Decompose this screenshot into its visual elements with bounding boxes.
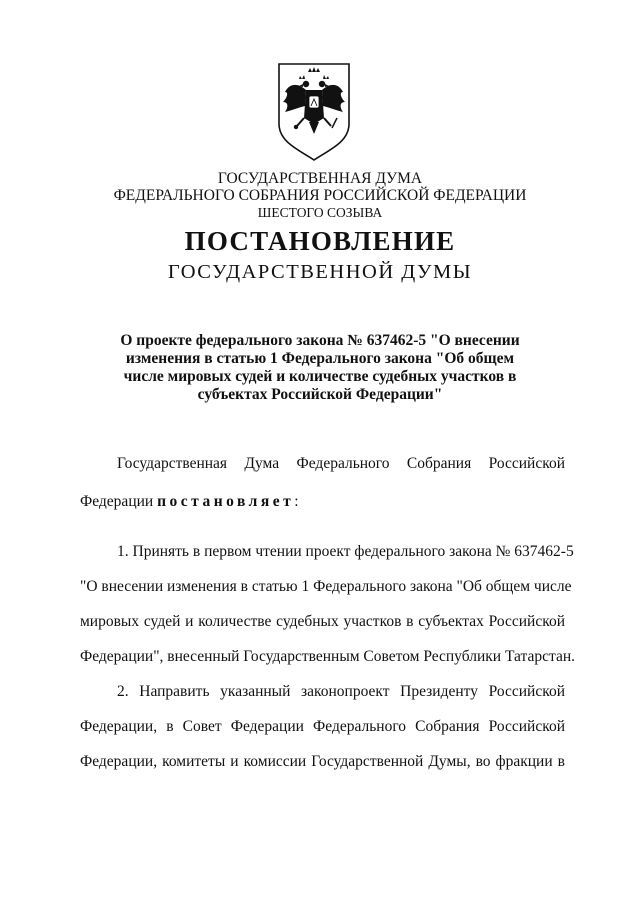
- header-line-3: ШЕСТОГО СОЗЫВА: [257, 205, 383, 220]
- preamble-colon: :: [294, 493, 299, 510]
- item1-line-4: Федерации", внесенный Государственным Советом Республики Татарстан.: [80, 648, 576, 665]
- item2-line-1: 2. Направить указанный законопроект Президенту Российской: [117, 683, 565, 700]
- preamble-resolves: постановляет: [157, 493, 295, 510]
- item1-line-2: "О внесении изменения в статью 1 Федерального закона "Об общем числе: [80, 578, 572, 595]
- subject-line-4: субъектах Российской Федерации": [197, 386, 443, 403]
- preamble-federation: Федерации: [80, 493, 158, 510]
- item1-line-3: мировых судей и количестве судебных участков в субъектах Российской: [80, 613, 565, 630]
- preamble-line-2: [80, 493, 565, 511]
- coat-of-arms-icon: [277, 62, 351, 162]
- subject-line-1: О проекте федерального закона № 637462-5 "О внесении: [120, 332, 520, 349]
- header-line-1: ГОСУДАРСТВЕННАЯ ДУМА: [217, 170, 423, 187]
- subject-line-2: изменения в статью 1 Федерального закона "Об общем: [125, 350, 515, 367]
- header-line-2: ФЕДЕРАЛЬНОГО СОБРАНИЯ РОССИЙСКОЙ ФЕДЕРАЦИИ: [113, 187, 527, 204]
- item1-line-1: 1. Принять в первом чтении проект федерального закона № 637462-5: [117, 543, 574, 560]
- item2-line-3: Федерации, комитеты и комиссии Государственной Думы, во фракции в: [80, 753, 565, 770]
- document-subtitle: ГОСУДАРСТВЕННОЙ ДУМЫ: [167, 261, 473, 283]
- preamble-line-1: Государственная Дума Федерального Собрания Российской: [117, 455, 565, 472]
- subject-line-3: числе мировых судей и количестве судебных участков в: [123, 368, 517, 385]
- item2-line-2: Федерации, в Совет Федерации Федерального Собрания Российской: [80, 718, 565, 735]
- document-title: ПОСТАНОВЛЕНИЕ: [184, 226, 456, 256]
